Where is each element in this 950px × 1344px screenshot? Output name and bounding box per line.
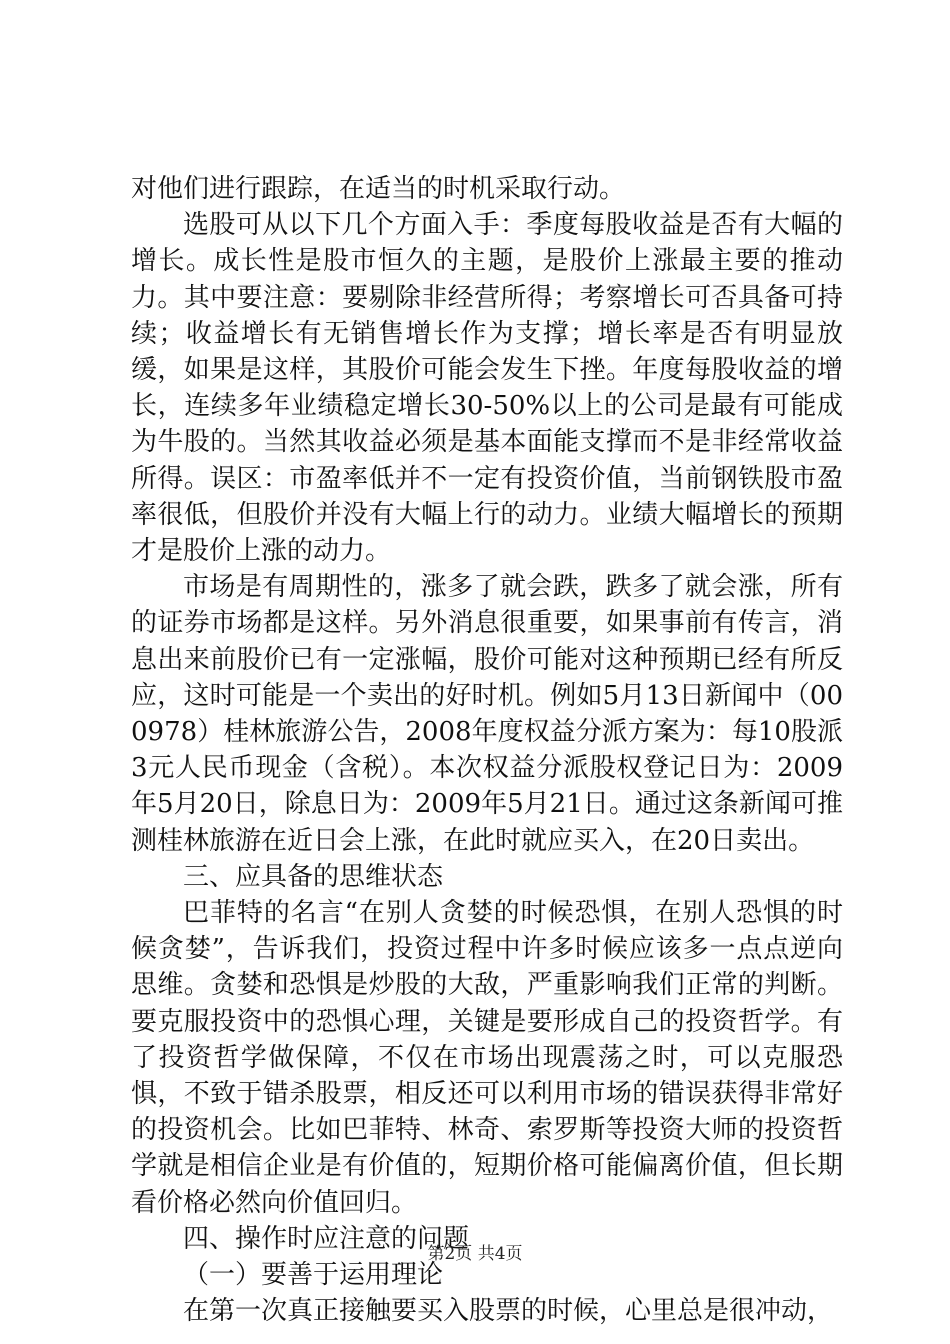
paragraph: 选股可从以下几个方面入手：季度每股收益是否有大幅的增长。成长性是股市恒久的主题，是股价上涨最主要的推动力。其中要注意：要剔除非经营所得；考察增长可否具备可持续；收益增长有无销售增长作为支撑；增长率是否有明显放缓，如果是这样，其股价可能会发生下挫。年度每股收益的增长，连续多年业绩稳定增长30-50%以上的公司是最有可能成为牛股的。当然其收益必须是基本面能支撑而不是非经常收益所得。误区：市盈率低并不一定有投资价值，当前钢铁股市盈率很低，但股价并没有大幅上行的动力。业绩大幅增长的预期才是股价上涨的动力。 — [131, 210, 843, 567]
section-heading: 三、应具备的思维状态 — [183, 861, 444, 892]
section-heading: 四、操作时应注意的问题 — [183, 1223, 470, 1254]
paragraph: 巴菲特的名言“在别人贪婪的时候恐惧，在别人恐惧的时候贪婪”，告诉我们，投资过程中许多时候应该多一点点逆向思维。贪婪和恐惧是炒股的大敌，严重影响我们正常的判断。要克服投资中的恐惧心理，关键是要形成自己的投资哲学。有了投资哲学做保障，不仅在市场出现震荡之时，可以克服恐惧，不致于错杀股票，相反还可以利用市场的错误获得非常好的投资机会。比如巴菲特、林奇、索罗斯等投资大师的投资哲学就是相信企业是有价值的，短期价格可能偏离价值，但长期看价格必然向价值回归。 — [131, 898, 843, 1218]
paragraph: 对他们进行跟踪，在适当的时机采取行动。 — [131, 174, 626, 204]
paragraph: 市场是有周期性的，涨多了就会跌，跌多了就会涨，所有的证券市场都是这样。另外消息很重要，如果事前有传言，消息出来前股价已有一定涨幅，股价可能对这种预期已经有所反应，这时可能是一个卖出的好时机。例如5月13日新闻中（000978）桂林旅游公告，2008年度权益分派方案为：每10股派3元人民币现金（含税）。本次权益分派股权登记日为：2009年5月20日，除息日为：2009年5月21日。通过这条新闻可推测桂林旅游在近日会上涨，在此时就应买入，在20日卖出。 — [131, 572, 843, 856]
page-number-footer: 第2页 共4页 — [427, 1244, 523, 1264]
document-body — [131, 171, 843, 1330]
subsection-heading: （一）要善于运用理论 — [183, 1260, 444, 1291]
paragraph: 在第一次真正接触要买入股票的时候，心里总是很冲动， — [183, 1296, 834, 1327]
